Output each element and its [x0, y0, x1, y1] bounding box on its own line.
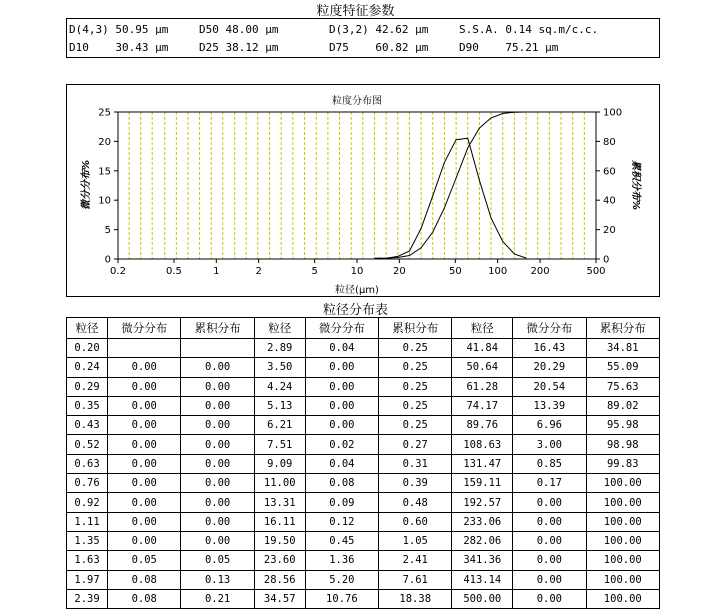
y-axis-left-label: 微分分布%	[81, 159, 92, 211]
table-cell: 1.97	[67, 570, 108, 589]
table-cell: 28.56	[254, 570, 305, 589]
table-cell: 2.41	[379, 551, 452, 570]
table-cell: 0.00	[513, 570, 586, 589]
table-cell: 500.00	[452, 589, 513, 608]
table-cell: 2.39	[67, 589, 108, 608]
table-header-cell: 累积分布	[586, 318, 659, 339]
table-row	[67, 589, 660, 608]
table-cell: 282.06	[452, 531, 513, 550]
table-cell: 95.98	[586, 416, 659, 435]
params-box	[66, 18, 660, 58]
distribution-chart	[67, 85, 659, 296]
y-right-tick-label: 0	[603, 254, 610, 266]
table-cell: 5.13	[254, 396, 305, 415]
table-header-cell: 累积分布	[181, 318, 254, 339]
table-cell: 0.00	[513, 493, 586, 512]
table-cell: 34.81	[586, 339, 659, 358]
table-cell: 0.25	[379, 339, 452, 358]
table-cell: 34.57	[254, 589, 305, 608]
table-cell: 0.00	[305, 358, 378, 377]
table-cell: 41.84	[452, 339, 513, 358]
table-cell	[108, 339, 181, 358]
table-cell: 1.63	[67, 551, 108, 570]
table-cell: 0.00	[108, 454, 181, 473]
table-cell: 0.04	[305, 339, 378, 358]
y-axis-right-label: 累积分布%	[630, 159, 641, 211]
table-cell: 0.05	[181, 551, 254, 570]
chart-panel	[66, 84, 660, 297]
table-cell: 0.00	[305, 377, 378, 396]
param-d90: D90 75.21 μm	[459, 41, 559, 54]
table-cell: 0.00	[181, 531, 254, 550]
y-left-tick-label: 10	[98, 195, 111, 207]
param-d32: D(3,2) 42.62 μm	[329, 23, 429, 36]
table-row	[67, 339, 660, 358]
table-cell: 0.08	[305, 474, 378, 493]
table-row	[67, 377, 660, 396]
param-d50: D50 48.00 μm	[199, 23, 279, 36]
table-cell: 1.35	[67, 531, 108, 550]
table-cell: 7.61	[379, 570, 452, 589]
table-cell: 4.24	[254, 377, 305, 396]
table-cell: 0.35	[67, 396, 108, 415]
table-cell: 192.57	[452, 493, 513, 512]
table-cell: 16.11	[254, 512, 305, 531]
table-cell: 99.83	[586, 454, 659, 473]
y-left-tick-label: 15	[98, 166, 111, 178]
y-right-tick-label: 100	[603, 107, 623, 119]
table-cell: 0.00	[513, 589, 586, 608]
table-cell: 3.50	[254, 358, 305, 377]
table-cell: 0.00	[108, 493, 181, 512]
table-cell: 0.21	[181, 589, 254, 608]
table-cell: 0.39	[379, 474, 452, 493]
table-cell: 0.00	[108, 531, 181, 550]
table-cell: 0.00	[108, 396, 181, 415]
table-cell: 0.17	[513, 474, 586, 493]
table-cell: 0.13	[181, 570, 254, 589]
table-header-cell: 粒径	[452, 318, 513, 339]
table-cell: 3.00	[513, 435, 586, 454]
table-cell: 0.92	[67, 493, 108, 512]
table-cell: 0.00	[108, 474, 181, 493]
x-tick-label: 1	[213, 266, 220, 277]
table-cell: 108.63	[452, 435, 513, 454]
table-cell: 100.00	[586, 551, 659, 570]
x-tick-label: 0.2	[110, 266, 126, 277]
table-cell: 89.76	[452, 416, 513, 435]
x-tick-label: 5	[311, 266, 318, 277]
table-row	[67, 493, 660, 512]
table-row	[67, 358, 660, 377]
y-left-tick-label: 5	[104, 225, 111, 237]
table-cell: 0.00	[181, 358, 254, 377]
x-tick-label: 2	[255, 266, 262, 277]
param-d10: D10 30.43 μm	[69, 41, 169, 54]
table-header-row	[67, 318, 660, 339]
table-cell: 16.43	[513, 339, 586, 358]
table-row	[67, 551, 660, 570]
table-cell: 75.63	[586, 377, 659, 396]
table-row	[67, 570, 660, 589]
param-d75: D75 60.82 μm	[329, 41, 429, 54]
table-header-cell: 微分分布	[305, 318, 378, 339]
table-cell: 0.00	[181, 512, 254, 531]
params-title: 粒度特征参数	[316, 4, 395, 19]
table-cell: 13.39	[513, 396, 586, 415]
size-distribution-table	[66, 317, 660, 609]
table-header-cell: 粒径	[254, 318, 305, 339]
table-cell: 7.51	[254, 435, 305, 454]
table-cell: 0.00	[181, 474, 254, 493]
table-row	[67, 454, 660, 473]
table-cell: 100.00	[586, 589, 659, 608]
table-cell: 0.00	[305, 416, 378, 435]
table-cell: 1.36	[305, 551, 378, 570]
table-cell: 0.00	[181, 396, 254, 415]
param-d43: D(4,3) 50.95 μm	[69, 23, 169, 36]
table-cell	[181, 339, 254, 358]
param-ssa: S.S.A. 0.14 sq.m/c.c.	[459, 23, 599, 36]
y-left-tick-label: 0	[104, 254, 111, 266]
table-cell: 5.20	[305, 570, 378, 589]
table-cell: 0.00	[181, 493, 254, 512]
plot-area-frame	[118, 112, 596, 259]
table-cell: 18.38	[379, 589, 452, 608]
x-tick-label: 0.5	[166, 266, 182, 277]
table-cell: 0.60	[379, 512, 452, 531]
table-cell: 0.08	[108, 570, 181, 589]
table-cell: 6.21	[254, 416, 305, 435]
table-cell: 0.00	[305, 396, 378, 415]
param-d25: D25 38.12 μm	[199, 41, 279, 54]
table-cell: 0.85	[513, 454, 586, 473]
table-cell: 50.64	[452, 358, 513, 377]
table-cell: 0.00	[108, 416, 181, 435]
y-right-tick-label: 20	[603, 225, 616, 237]
table-cell: 100.00	[586, 570, 659, 589]
table-cell: 0.00	[181, 377, 254, 396]
table-cell: 0.25	[379, 416, 452, 435]
table-cell: 0.12	[305, 512, 378, 531]
table-cell: 0.00	[108, 377, 181, 396]
table-cell: 98.98	[586, 435, 659, 454]
table-cell: 0.00	[181, 435, 254, 454]
table-cell: 0.20	[67, 339, 108, 358]
table-cell: 100.00	[586, 474, 659, 493]
table-row	[67, 435, 660, 454]
table-cell: 61.28	[452, 377, 513, 396]
table-cell: 100.00	[586, 531, 659, 550]
table-header-cell: 微分分布	[108, 318, 181, 339]
table-cell: 20.54	[513, 377, 586, 396]
x-tick-label: 200	[530, 266, 550, 277]
y-right-tick-label: 40	[603, 195, 616, 207]
table-cell: 11.00	[254, 474, 305, 493]
table-cell: 413.14	[452, 570, 513, 589]
table-cell: 131.47	[452, 454, 513, 473]
table-cell: 0.25	[379, 377, 452, 396]
table-cell: 19.50	[254, 531, 305, 550]
x-tick-label: 100	[488, 266, 508, 277]
table-cell: 0.05	[108, 551, 181, 570]
table-cell: 13.31	[254, 493, 305, 512]
table-cell: 55.09	[586, 358, 659, 377]
table-cell: 89.02	[586, 396, 659, 415]
x-tick-label: 20	[392, 266, 406, 277]
table-cell: 233.06	[452, 512, 513, 531]
table-cell: 20.29	[513, 358, 586, 377]
table-cell: 74.17	[452, 396, 513, 415]
x-tick-label: 10	[350, 266, 364, 277]
table-cell: 9.09	[254, 454, 305, 473]
table-cell: 0.76	[67, 474, 108, 493]
table-row	[67, 396, 660, 415]
differential-curve	[375, 138, 527, 258]
table-cell: 0.00	[513, 531, 586, 550]
table-cell: 0.00	[181, 454, 254, 473]
table-cell: 100.00	[586, 493, 659, 512]
table-cell: 1.11	[67, 512, 108, 531]
table-cell: 0.00	[181, 416, 254, 435]
table-cell: 341.36	[452, 551, 513, 570]
table-cell: 0.00	[513, 551, 586, 570]
table-cell: 0.27	[379, 435, 452, 454]
y-left-tick-label: 20	[98, 136, 111, 148]
table-cell: 0.09	[305, 493, 378, 512]
table-cell: 0.52	[67, 435, 108, 454]
table-cell: 159.11	[452, 474, 513, 493]
table-cell: 0.29	[67, 377, 108, 396]
y-left-tick-label: 25	[98, 107, 111, 119]
table-cell: 0.48	[379, 493, 452, 512]
table-cell: 0.25	[379, 358, 452, 377]
table-cell: 0.63	[67, 454, 108, 473]
table-header-cell: 微分分布	[513, 318, 586, 339]
table-header-cell: 粒径	[67, 318, 108, 339]
table-cell: 6.96	[513, 416, 586, 435]
table-cell: 0.00	[108, 512, 181, 531]
table-cell: 0.31	[379, 454, 452, 473]
table-cell: 10.76	[305, 589, 378, 608]
table-row	[67, 512, 660, 531]
table-cell: 0.45	[305, 531, 378, 550]
table-row	[67, 474, 660, 493]
table-header-cell: 累积分布	[379, 318, 452, 339]
x-tick-label: 50	[448, 266, 462, 277]
table-cell: 0.24	[67, 358, 108, 377]
table-cell: 23.60	[254, 551, 305, 570]
table-cell: 0.04	[305, 454, 378, 473]
table-cell: 0.25	[379, 396, 452, 415]
table-cell: 0.00	[108, 435, 181, 454]
table-cell: 0.00	[108, 358, 181, 377]
table-row	[67, 416, 660, 435]
table-row	[67, 531, 660, 550]
chart-title: 粒度分布图	[332, 96, 382, 107]
table-cell: 0.08	[108, 589, 181, 608]
table-cell: 1.05	[379, 531, 452, 550]
y-right-tick-label: 60	[603, 166, 616, 178]
y-right-tick-label: 80	[603, 136, 616, 148]
table-cell: 2.89	[254, 339, 305, 358]
x-axis-label: 粒径(μm)	[335, 285, 379, 296]
table-title: 粒径分布表	[322, 303, 388, 318]
table-cell: 0.00	[513, 512, 586, 531]
chart-grid	[129, 112, 584, 259]
table-cell: 100.00	[586, 512, 659, 531]
table-cell: 0.02	[305, 435, 378, 454]
table-cell: 0.43	[67, 416, 108, 435]
x-tick-label: 500	[586, 266, 606, 277]
